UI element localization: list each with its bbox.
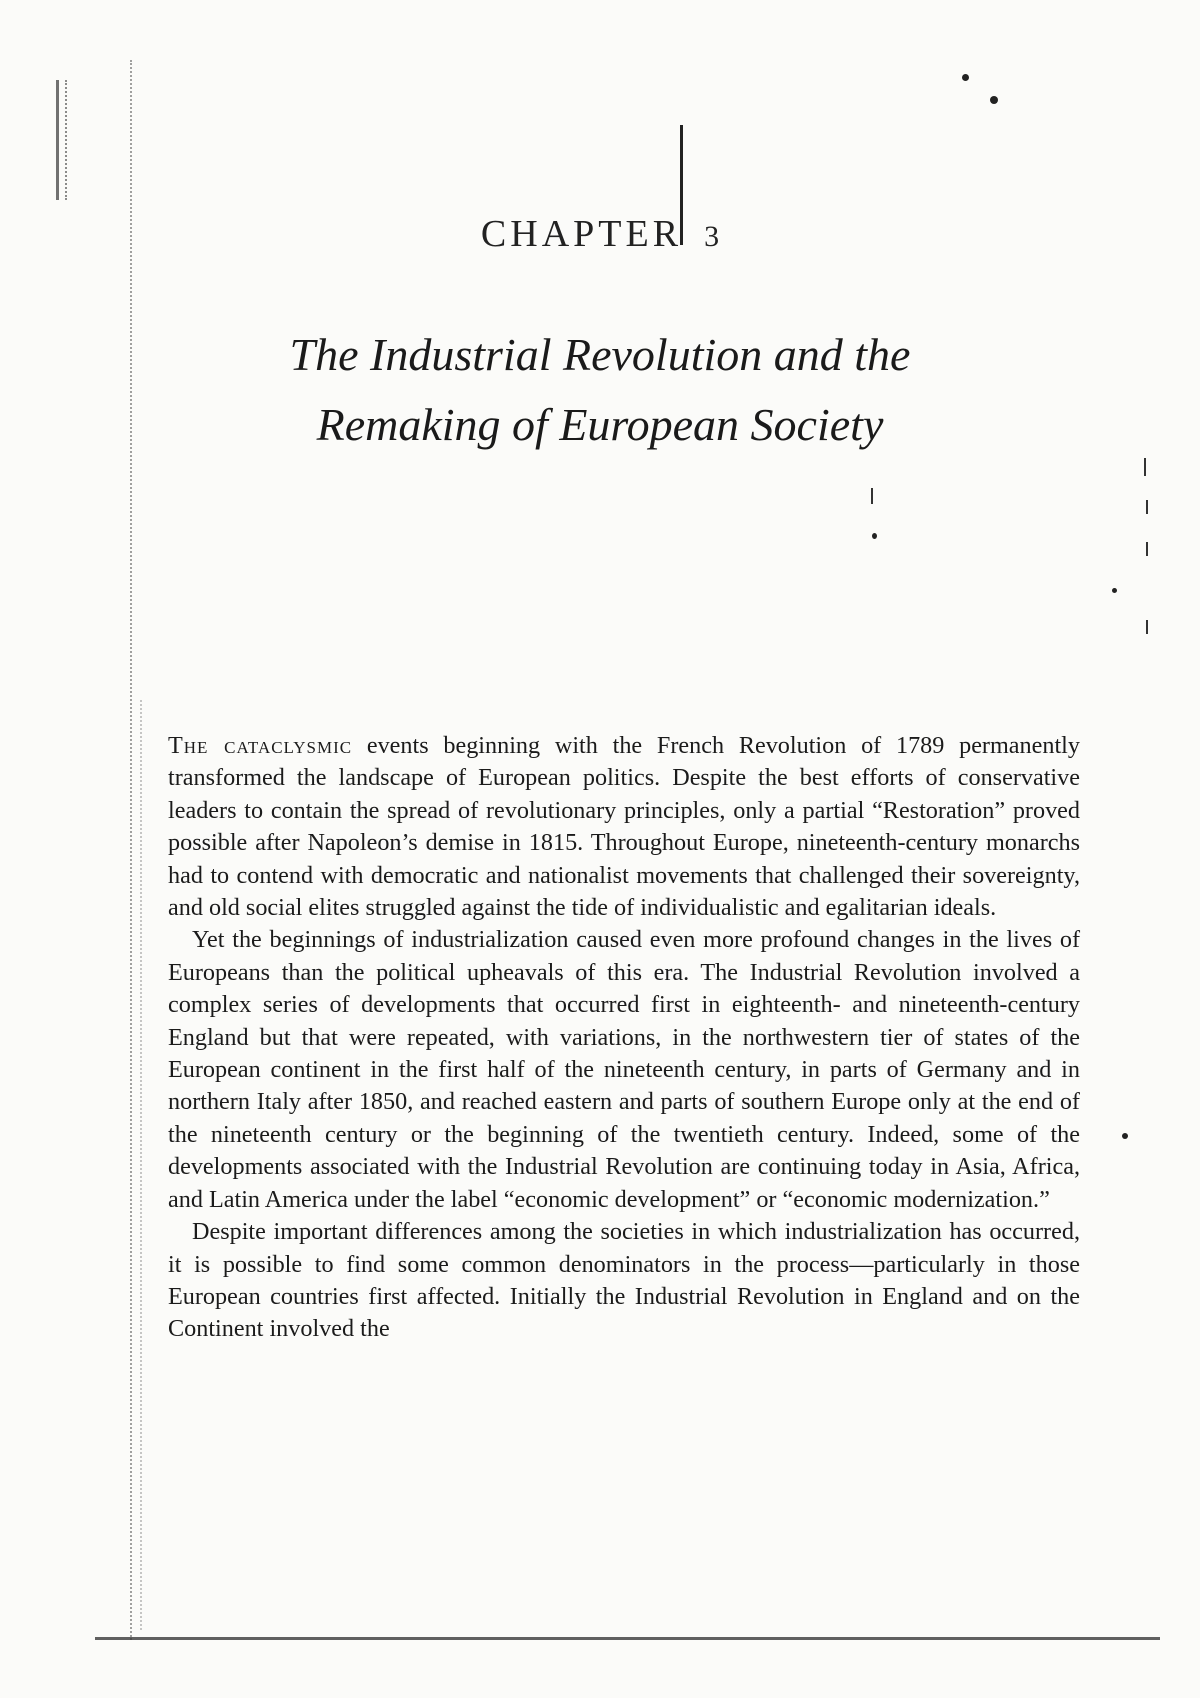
chapter-title-line-1: The Industrial Revolution and the — [289, 329, 911, 380]
scan-speck — [990, 96, 998, 104]
scan-tick — [1146, 500, 1148, 514]
body-text — [168, 730, 1080, 1346]
chapter-heading — [300, 212, 900, 256]
chapter-title-line-2: Remaking of European Society — [316, 399, 884, 450]
paragraph-3: Despite important differences among the societies in which industrialization has occurred, it is possible to find some common denominators in the process—particularly in those European countries first affected. Initially the Industrial Revolution in England and on the Continent involved the — [168, 1218, 1080, 1343]
scan-tick — [1146, 542, 1148, 556]
scan-dotted-margin-inner — [140, 700, 146, 1630]
chapter-title — [200, 320, 1000, 460]
scan-speck — [1122, 1133, 1128, 1139]
chapter-label: CHAPTER — [480, 213, 683, 255]
scan-tick — [871, 488, 873, 504]
paragraph-1 — [168, 730, 1080, 924]
paragraph-1-text: events beginning with the French Revolution of 1789 permanently transformed the landscape of European politics. Despite the best efforts of conservative leaders to contain the spread of revolutionary principles, only a partial “Restoration” proved possible after Napoleon’s demise in 1815. Throughout Europe, nineteenth-century monarchs had to contend with democratic and nationalist movements that challenged their sovereignty, and old social elites struggled against the tide of individualistic and egalitarian ideals. — [168, 732, 1080, 922]
scan-edge-mark — [56, 80, 67, 200]
paragraph-2: Yet the beginnings of industrialization caused even more profound changes in the lives of Europeans than the political upheavals of this era. The Industrial Revolution involved a complex series of developments that occurred first in eighteenth- and nineteenth-century England but that were repeated, with variations, in the northwestern tier of states of the European continent in the first half of the nineteenth century, in parts of Germany and in northern Italy after 1850, and reached eastern and parts of southern Europe only at the end of the nineteenth century or the beginning of the twentieth century. Indeed, some of the developments associated with the Industrial Revolution are continuing today in Asia, Africa, and Latin America under the label “economic development” or “economic modernization.” — [168, 926, 1080, 1213]
scan-tick — [1144, 458, 1146, 476]
paragraph-lead-in: The cataclysmic — [168, 732, 353, 759]
scan-tick — [1146, 620, 1148, 634]
scan-bottom-edge — [95, 1637, 1160, 1640]
scan-speck — [872, 533, 877, 539]
scan-speck — [962, 74, 969, 81]
scan-speck — [1112, 588, 1117, 593]
scan-dotted-margin — [130, 60, 138, 1640]
chapter-number: 3 — [704, 220, 720, 253]
